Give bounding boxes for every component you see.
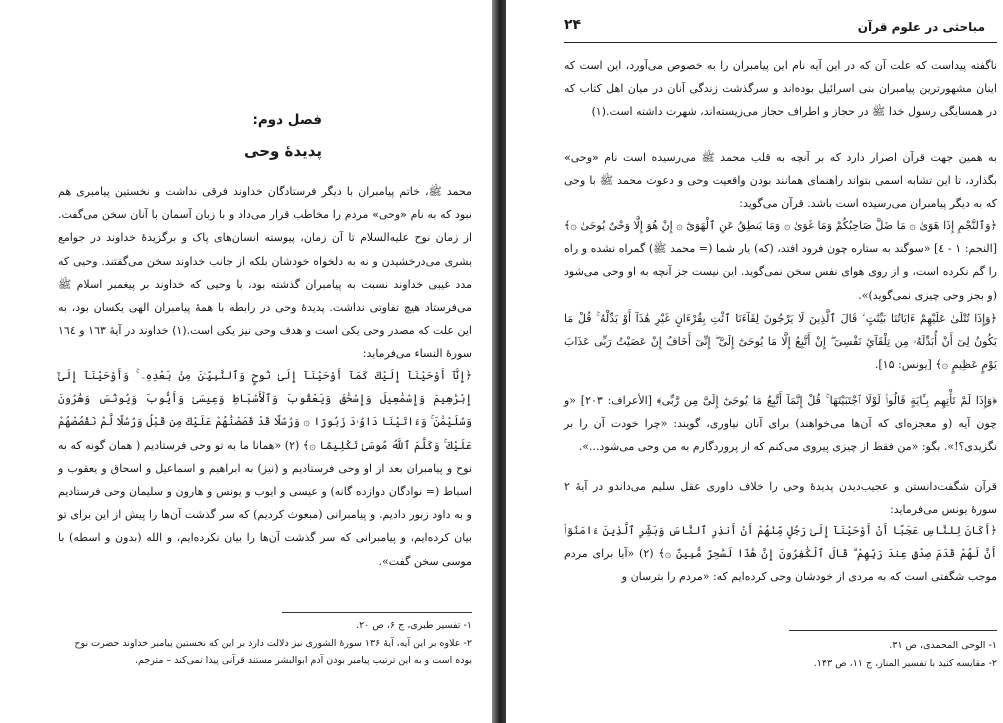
header-rule xyxy=(564,42,997,43)
book-gutter xyxy=(492,0,506,723)
right-paragraph-4: ﴿وَإِذَا تُتْلَىٰ عَلَيْهِمْ ءَايَاتُنَا بَيِّنَٰتٍ ۙ قَالَ ٱلَّذِينَ لَا يَرْجُونَ لِقَآءَنَا ٱئْتِ بِقُرْءَانٍ غَيْرِ هَٰذَآ أَوْ بَدِّلْهُ ۚ قُلْ مَا يَكُونُ لِىٓ أَنْ أُبَدِّلَهُۥ مِن تِلْقَآئِ نَفْسِىٓ ۖ إِنْ أَتَّبِعُ إِلَّا مَا يُوحَىٰٓ إِلَىَّ ۖ إِنِّىٓ أَخَافُ إِنْ عَصَيْتُ رَبِّى عَذَابَ يَوْمٍ عَظِيمٍ ۞﴾ [يونس: ١۵]. xyxy=(564,312,997,372)
chapter-label: فصل دوم: xyxy=(252,112,322,128)
right-paragraph-1: ناگفته پيداست كه علت آن كه در اين آيه نام اين پيامبران را به خصوص مى‌آورد، اين است كه اينان مشهورترين پيامبران بنى اسرائيل بوده‌اند و سرگذشت زندگى آنان در ميان اهل كتاب كه در همسايگى رسول خدا ﷺ در حجاز و اطراف حجاز مى‌زيسته‌اند، شهرت داشته است.(١) xyxy=(564,59,997,119)
left-paragraph-1: محمد ﷺ، خاتم پيامبران با ديگر فرستادگان خداوند فرقى نداشت و نخستين پيامبرى هم نبود كه به نام «وحى» مردم را مخاطب قرار مى‌داد و با زبان آسمان با آنان سخن مى‌گفت. از زمان نوح عليه‌السلام تا آن زمان، پيوسته انسان‌هاى پاک و برگزيدۀ خداوند در جوامع بشرى مى‌درخشيدن و نه به دلخواه خودشان بلكه از جانب خداوند سخن مى‌گفتند. وحيى كه مدد غيبى خداوند نسبت به پيامبران گذشته بود، با وحيى كه خداوند بر پيغمبر اسلام ﷺ مى‌فرستاد هيچ تفاوتى نداشت. پديدۀ وحى در رابطه با همۀ پيامبران الهى يكسان بود، به اين علت كه مصدر وحى يكى است و هدف وحى نيز يكى است.(١) خداوند در آيۀ ١٦٣ و ١٦٤ سورۀ النساء مى‌فرمايد: xyxy=(58,185,472,361)
right-footnote-1: ١- الوحى المحمدى، ص ٣١. xyxy=(889,640,997,651)
left-paragraph-2: ﴿إِنَّآ أَوْحَيْنَآ إِلَيْكَ كَمَآ أَوْحَيْنَآ إِلَىٰ نُوحٍ وَٱلنَّبِيِّـۧنَ مِنۢ بَعْدِهِۦ ۚ وَأَوْحَيْنَآ إِلَىٰٓ إِبْرَٰهِيمَ وَإِسْمَٰعِيلَ وَإِسْحَٰقَ وَيَعْقُوبَ وَٱلْأَسْبَاطِ وَعِيسَىٰ وَأَيُّوبَ وَيُونُسَ وَهَٰرُونَ وَسُلَيْمَٰنَ ۚ وَءَاتَيْنَا دَاوُۥدَ زَبُورًا ۞ وَرُسُلًا قَدْ قَصَصْنَٰهُمْ عَلَيْكَ مِن قَبْلُ وَرُسُلًا لَّمْ نَقْصُصْهُمْ عَلَيْكَ ۚ وَكَلَّمَ ٱللَّهُ مُوسَىٰ تَكْلِيمًا ۞﴾ (٢) «همانا ما به تو وحى فرستاديم ( همان گونه كه به نوح و پيامبران بعد از او وحى فرستاديم و (نيز) به ابراهيم و اسماعيل و اسحاق و يعقوب و اسباط (= نوادگان دوازده گانه) و عيسى و ايوب و يونس و هارون و سليمان وحى فرستاديم و به داود زبور داديم. و پيامبرانى (مبعوث كرديم) كه سر گذشت آن‌ها را پيش از اين براى تو بيان كرده‌ايم، و پيامبرانى كه سر گذشت آن‌ها را بيان نكرده‌ايم، و الله (بدون و اسطه) با موسى سخن گفت». xyxy=(58,369,472,568)
running-title: مباحثى در علوم قرآن xyxy=(857,20,985,34)
right-paragraph-2: به همين جهت قرآن اصرار دارد كه بر آنچه به قلب محمد ﷺ مى‌رسيده است نام «وحى» بگذارد، تا اين تشابه اسمى بتواند راهنماى همانند بودن واقعيت وحى و دعوت محمد ﷺ با وحى كه به ديگر پيامبران مى‌رسيده است باشد. قرآن مى‌گويد: xyxy=(564,151,997,211)
left-page xyxy=(0,0,492,723)
left-footnote-2: ٢- علاوه بر اين آيه، آيۀ ١٣۶ سورۀ الشورى نيز دلالت دارد بر اين كه نخستين پيامبر خداوند حضرت نوح بوده است و به اين ترتيب پيامبر بودن آدم ابوالبشر مستند قرآنى پيدا نمى‌كند – مترجم. xyxy=(74,638,472,666)
right-page xyxy=(506,0,1003,723)
right-paragraph-7: ﴿أَكَانَ لِلنَّاسِ عَجَبًا أَنْ أَوْحَيْنَآ إِلَىٰ رَجُلٍ مِّنْهُمْ أَنْ أَنذِرِ ٱلنَّاسَ وَبَشِّرِ ٱلَّذِينَ ءَامَنُوٓا۟ أَنَّ لَهُمْ قَدَمَ صِدْقٍ عِندَ رَبِّهِمْ ۗ قَالَ ٱلْكَٰفِرُونَ إِنَّ هَٰذَا لَسَٰحِرٌ مُّبِينٌ ۞﴾ (٢) «آيا براى مردم موجب شگفتى است كه به مردى از خودشان وحى كرده‌ايم كه: «مردم را بترسان و xyxy=(564,524,997,584)
right-paragraph-5: ﴿وَإِذَا لَمْ تَأْتِهِم بِـَٔايَةٍ قَالُوا۟ لَوْلَا ٱجْتَبَيْتَهَا ۚ قُلْ إِنَّمَآ أَتَّبِعُ مَا يُوحَىٰٓ إِلَىَّ مِن رَّبِّى﴾ [الأعراف: ٢٠٣] «و چون آيه (و معجزه‌اى كه آن‌ها مى‌خواهند) براى آنان نياورى، گويند: «چرا خودت آن را بر نگزيدى؟!». بگو: «من فقط از چيزى پيروى مى‌كنم كه از پروردگارم به من وحى مى‌شود...». xyxy=(564,394,997,454)
left-footnote-1: ١- تفسير طبرى، ج ۶، ص ٢٠. xyxy=(356,620,472,631)
page-number: ٢۴ xyxy=(564,17,582,33)
right-footnote-rule xyxy=(789,630,997,631)
right-paragraph-6: قرآن شگفت‌دانستن و عجيب‌ديدن پديدۀ وحى را خلاف داورى عقل سليم مى‌داندو در آيۀ ٢ سورۀ يونس مى‌فرمايد: xyxy=(564,480,997,517)
chapter-title: پديدۀ وحى xyxy=(244,142,322,160)
left-footnote-rule xyxy=(282,612,472,613)
right-paragraph-3: ﴿وَٱلنَّجْمِ إِذَا هَوَىٰ ۞ مَا ضَلَّ صَاحِبُكُمْ وَمَا غَوَىٰ ۞ وَمَا يَنطِقُ عَنِ ٱلْهَوَىٰٓ ۞ إِنْ هُوَ إِلَّا وَحْىٌ يُوحَىٰ ۞﴾ [النجم: ١ - ٤] «سوگند به ستاره چون فرود افتد، (كه) يار شما (= محمد ﷺ) گمراه نشده و راه را گم نكرده است، و از روى هواى نفس سخن نمى‌گويد. اين نيست جز آنچه به او وحى مى‌شود (و بجز وحى چيزى نمى‌گويد)». xyxy=(564,219,997,302)
right-footnote-2: ٢- مقايسه كنيد با تفسير المنار، ج ١١، ص ١۴٣. xyxy=(813,658,997,669)
